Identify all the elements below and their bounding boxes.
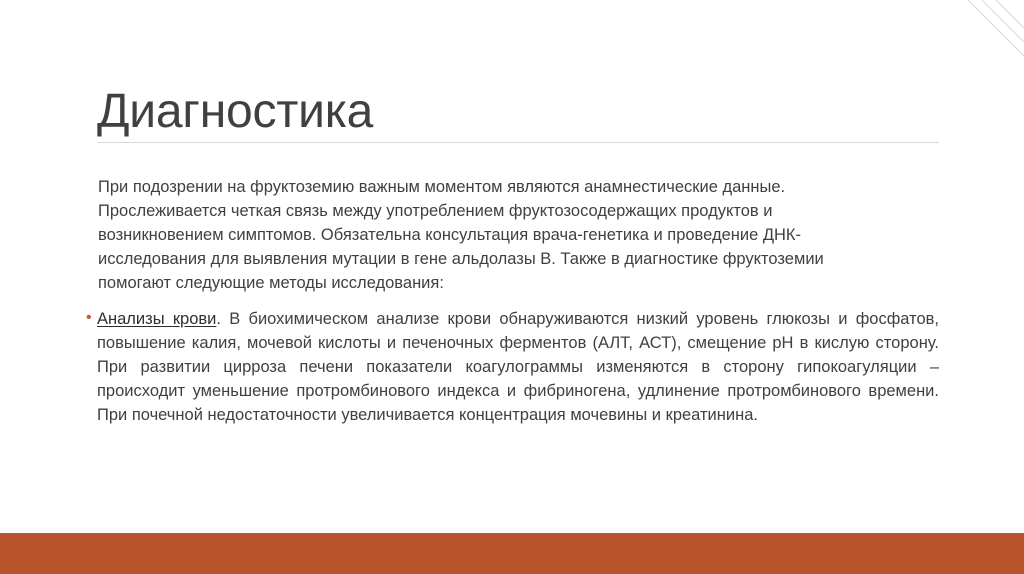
corner-decoration-line-1 <box>968 0 1024 56</box>
bullet-marker: • <box>86 309 92 326</box>
bullet-item <box>86 307 939 427</box>
footer-bar <box>0 533 1024 574</box>
corner-decoration-line-3 <box>996 0 1024 28</box>
bullet-paragraph <box>97 307 939 427</box>
slide-title: Диагностика <box>97 85 374 138</box>
title-divider <box>98 142 939 143</box>
corner-decoration <box>964 0 1024 60</box>
intro-paragraph: При подозрении на фруктоземию важным моментом являются анамнестические данные. Прослеживается четкая связь между употреблением фруктозосодержащих продуктов и возникновением симптомов. Обязательна консультация врача-генетика и проведение ДНК-исследования для выявления мутации в гене альдолазы В. Также в диагностике фруктоземии помогают следующие методы исследования: <box>98 178 824 293</box>
bullet-body: . В биохимическом анализе крови обнаруживаются низкий уровень глюкозы и фосфатов, повышение калия, мочевой кислоты и печеночных ферментов (АЛТ, АСТ), смещение рН в кислую сторону. При развитии цирроза печени показатели коагулограммы изменяются в сторону гипокоагуляции – происходит уменьшение протромбинового индекса и фибриногена, удлинение протромбинового времени. При почечной недостаточности увеличивается концентрация мочевины и креатинина. <box>97 310 940 425</box>
bullet-lead: Анализы крови <box>97 310 217 328</box>
